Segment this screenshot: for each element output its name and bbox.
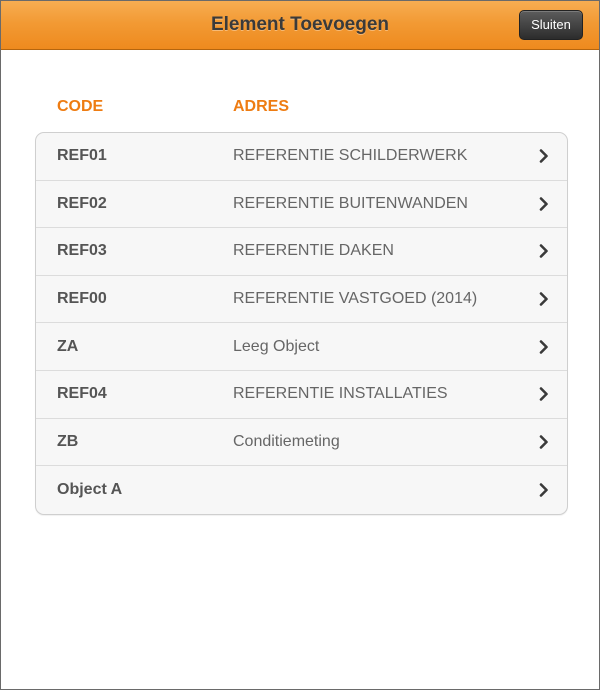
item-adres: REFERENTIE BUITENWANDEN	[233, 194, 468, 212]
item-adres: Leeg Object	[233, 337, 320, 355]
list-item[interactable]	[36, 466, 567, 514]
element-list	[35, 132, 568, 515]
chevron-right-icon	[539, 483, 549, 497]
page-title: Element Toevoegen	[210, 14, 390, 35]
item-adres: REFERENTIE INSTALLATIES	[233, 385, 448, 403]
item-code: Object A	[57, 480, 123, 498]
chevron-right-icon	[539, 387, 549, 401]
list-item[interactable]	[36, 181, 567, 229]
item-code: REF03	[57, 242, 107, 260]
column-header-adres: ADRES	[233, 98, 290, 115]
list-item[interactable]	[36, 419, 567, 467]
item-code: ZA	[57, 337, 79, 355]
chevron-right-icon	[539, 149, 549, 163]
chevron-right-icon	[539, 292, 549, 306]
item-code: REF00	[57, 290, 107, 308]
chevron-right-icon	[539, 435, 549, 449]
list-item[interactable]	[36, 228, 567, 276]
chevron-right-icon	[539, 340, 549, 354]
list-item[interactable]	[36, 276, 567, 324]
column-header-code: CODE	[57, 98, 104, 115]
list-item[interactable]	[36, 371, 567, 419]
item-code: REF01	[57, 147, 107, 165]
close-button[interactable]: Sluiten	[519, 10, 583, 40]
item-adres: REFERENTIE SCHILDERWERK	[233, 147, 468, 165]
item-code: REF04	[57, 385, 107, 403]
item-adres: REFERENTIE VASTGOED (2014)	[233, 290, 478, 308]
item-adres	[233, 466, 493, 514]
list-item[interactable]	[36, 323, 567, 371]
list-item[interactable]	[36, 133, 567, 181]
item-adres: REFERENTIE DAKEN	[233, 242, 394, 260]
chevron-right-icon	[539, 197, 549, 211]
item-code: ZB	[57, 432, 79, 450]
chevron-right-icon	[539, 244, 549, 258]
item-adres: Conditiemeting	[233, 432, 340, 450]
nav-bar	[1, 1, 599, 50]
column-headers	[1, 98, 599, 118]
item-code: REF02	[57, 194, 107, 212]
